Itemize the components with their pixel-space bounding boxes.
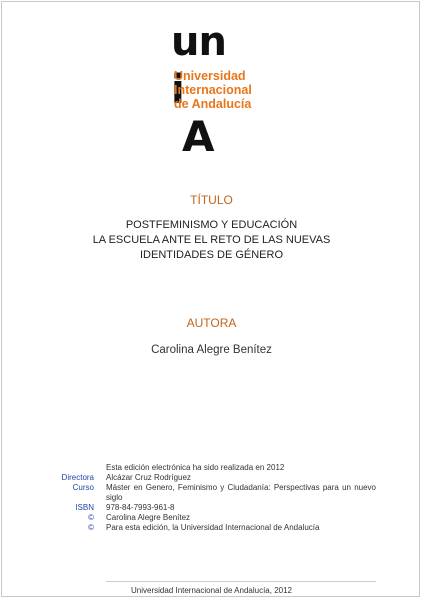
title-label: TÍTULO xyxy=(190,193,233,207)
copyright-author-symbol: © xyxy=(88,513,94,522)
footer-divider xyxy=(106,581,376,582)
title-line-1: POSTFEMINISMO Y EDUCACIÓN xyxy=(125,219,298,231)
logo-letter-a: A xyxy=(182,112,215,161)
document-title xyxy=(0,218,423,263)
university-logo xyxy=(168,19,278,161)
directora-value: Alcázar Cruz Rodríguez xyxy=(106,473,191,482)
isbn-label: ISBN xyxy=(75,503,94,512)
logo-brand-line3: de Andalucía xyxy=(174,97,252,111)
author-label: AUTORA xyxy=(186,316,237,330)
directora-label: Directora xyxy=(61,473,94,482)
title-line-2: LA ESCUELA ANTE EL RETO DE LAS NUEVAS xyxy=(92,234,331,246)
copyright-edition-symbol: © xyxy=(88,523,94,532)
author-name: Carolina Alegre Benítez xyxy=(151,344,272,356)
logo-letter-i: i xyxy=(171,67,185,113)
curso-value: Máster en Genero, Feminismo y Ciudadanía: Perspectivas para un nuevo siglo xyxy=(106,483,376,502)
logo-brand-line2: Internacional xyxy=(174,83,252,97)
edition-note: Esta edición electrónica ha sido realizada en 2012 xyxy=(106,463,285,472)
logo-brand-line1: Universidad xyxy=(174,69,246,83)
copyright-edition-value: Para esta edición, la Universidad Internacional de Andalucía xyxy=(106,523,320,532)
logo-letters-un: un xyxy=(171,19,226,65)
title-line-3: IDENTIDADES DE GÉNERO xyxy=(139,249,284,261)
curso-label: Curso xyxy=(72,483,94,492)
copyright-author-value: Carolina Alegre Benítez xyxy=(106,513,191,522)
isbn-value: 978-84-7993-961-8 xyxy=(106,503,175,512)
footer-credit: Universidad Internacional de Andalucía, 2012 xyxy=(131,586,292,595)
